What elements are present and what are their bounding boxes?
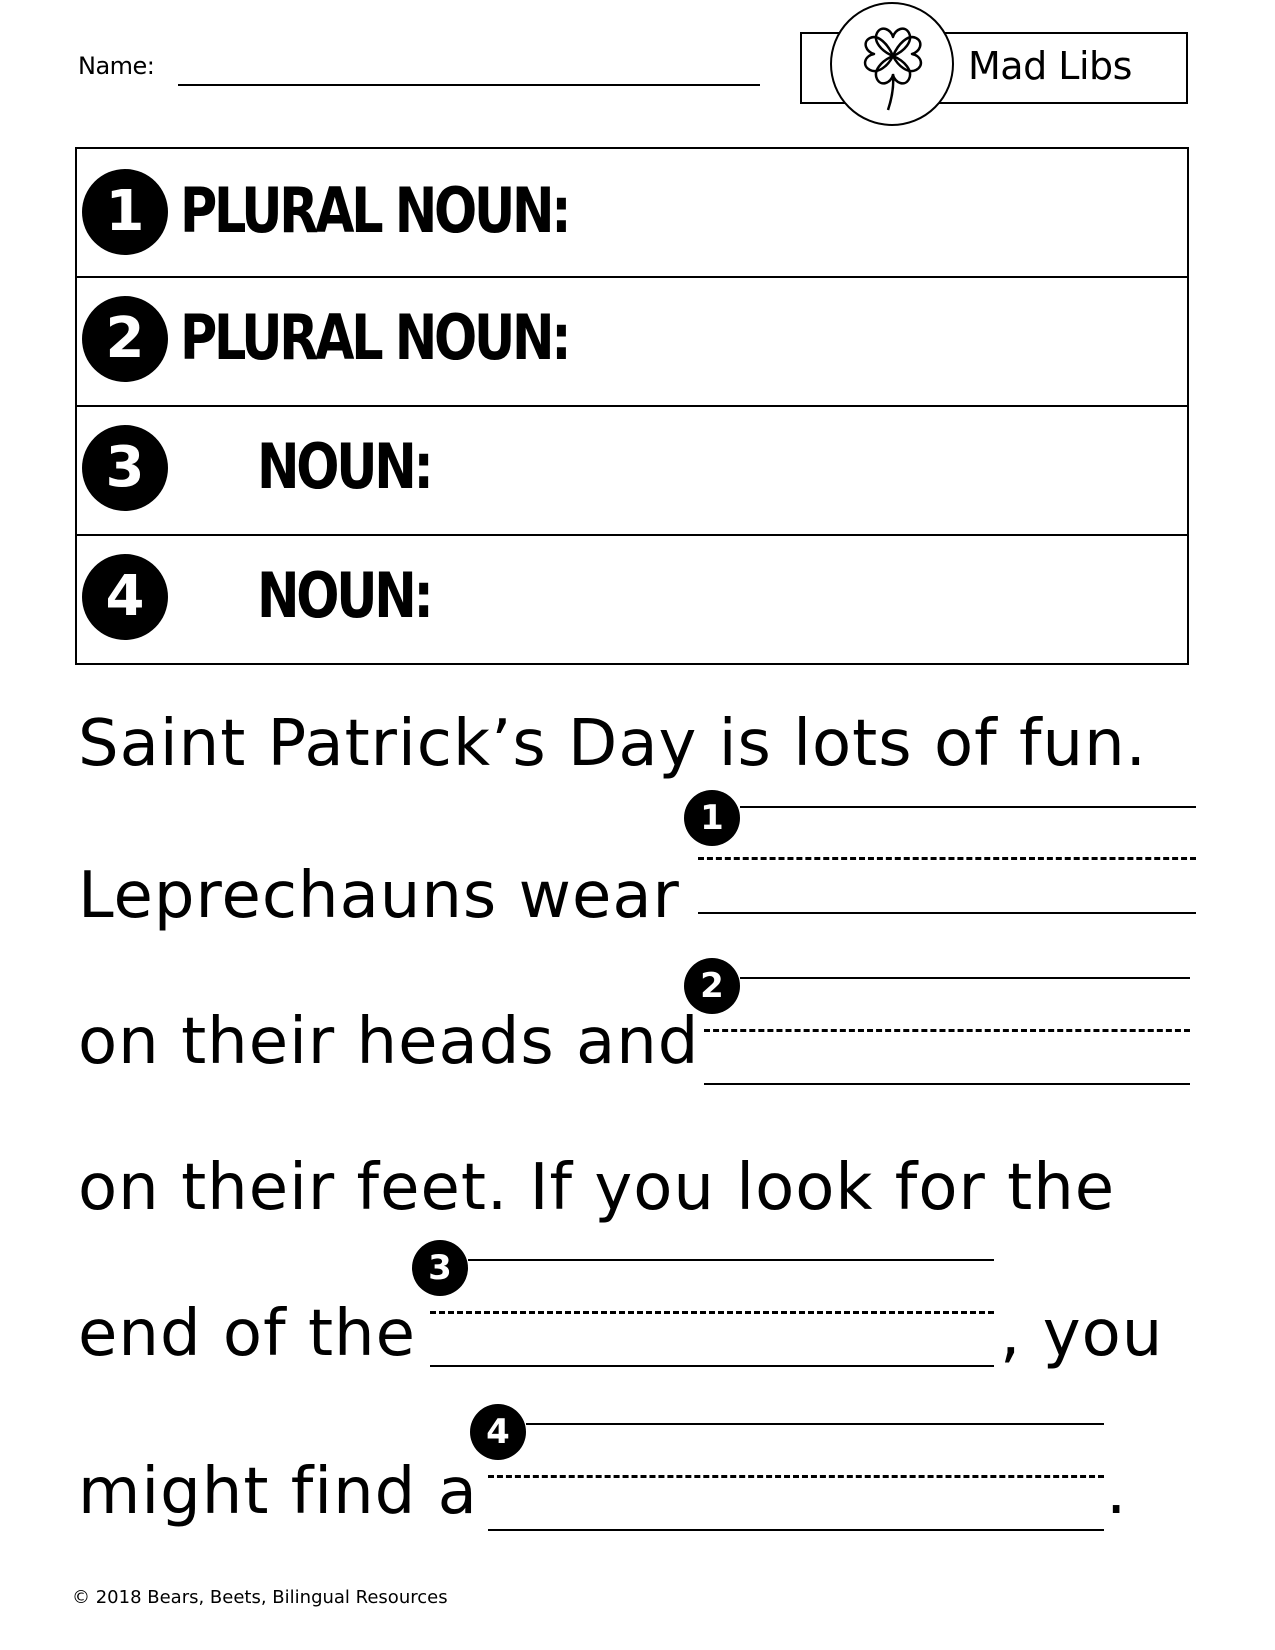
blank-1-base-line[interactable]	[698, 912, 1196, 914]
story-line-6: might find a	[78, 1455, 478, 1529]
blank-number-badge: 4	[470, 1404, 526, 1460]
story-line-6-end: .	[1106, 1455, 1128, 1529]
story-line-1: Saint Patrick’s Day is lots of fun.	[78, 707, 1147, 781]
blank-4-mid-line	[488, 1475, 1104, 1478]
story-line-5-end: , you	[1000, 1297, 1164, 1371]
blank-2-top-line	[740, 977, 1190, 979]
word-prompt-table	[75, 147, 1189, 665]
blank-4-base-line[interactable]	[488, 1529, 1104, 1531]
story-line-4: on their feet. If you look for the	[78, 1151, 1116, 1225]
blank-4-top-line	[526, 1423, 1104, 1425]
prompt-number-badge: 3	[82, 425, 168, 511]
blank-3-mid-line	[430, 1311, 994, 1314]
prompt-number-badge: 4	[82, 554, 168, 640]
prompt-row[interactable]	[77, 149, 1187, 277]
prompt-number-badge: 2	[82, 296, 168, 382]
prompt-number-badge: 1	[82, 169, 168, 255]
blank-1-top-line	[740, 806, 1196, 808]
prompt-label: NOUN:	[257, 559, 431, 632]
prompt-row[interactable]	[77, 534, 1187, 662]
name-field[interactable]	[178, 84, 760, 86]
blank-number-badge: 1	[684, 790, 740, 846]
blank-2-mid-line	[704, 1029, 1190, 1032]
four-leaf-clover-icon	[848, 14, 938, 114]
prompt-label: NOUN:	[257, 430, 431, 503]
story-line-2: Leprechauns wear	[78, 859, 680, 933]
copyright-footer: © 2018 Bears, Beets, Bilingual Resources	[72, 1587, 448, 1608]
blank-number-badge: 3	[412, 1240, 468, 1296]
prompt-label: PLURAL NOUN:	[180, 174, 569, 247]
blank-2-base-line[interactable]	[704, 1083, 1190, 1085]
blank-1-mid-line	[698, 857, 1196, 860]
blank-3-base-line[interactable]	[430, 1365, 994, 1367]
prompt-row[interactable]	[77, 276, 1187, 404]
prompt-label: PLURAL NOUN:	[180, 301, 569, 374]
name-label: Name:	[78, 52, 155, 80]
blank-3-top-line	[468, 1259, 994, 1261]
story-line-3: on their heads and	[78, 1005, 700, 1079]
prompt-row[interactable]	[77, 405, 1187, 533]
worksheet-title: Mad Libs	[968, 44, 1132, 88]
blank-number-badge: 2	[684, 958, 740, 1014]
story-line-5: end of the	[78, 1297, 416, 1371]
